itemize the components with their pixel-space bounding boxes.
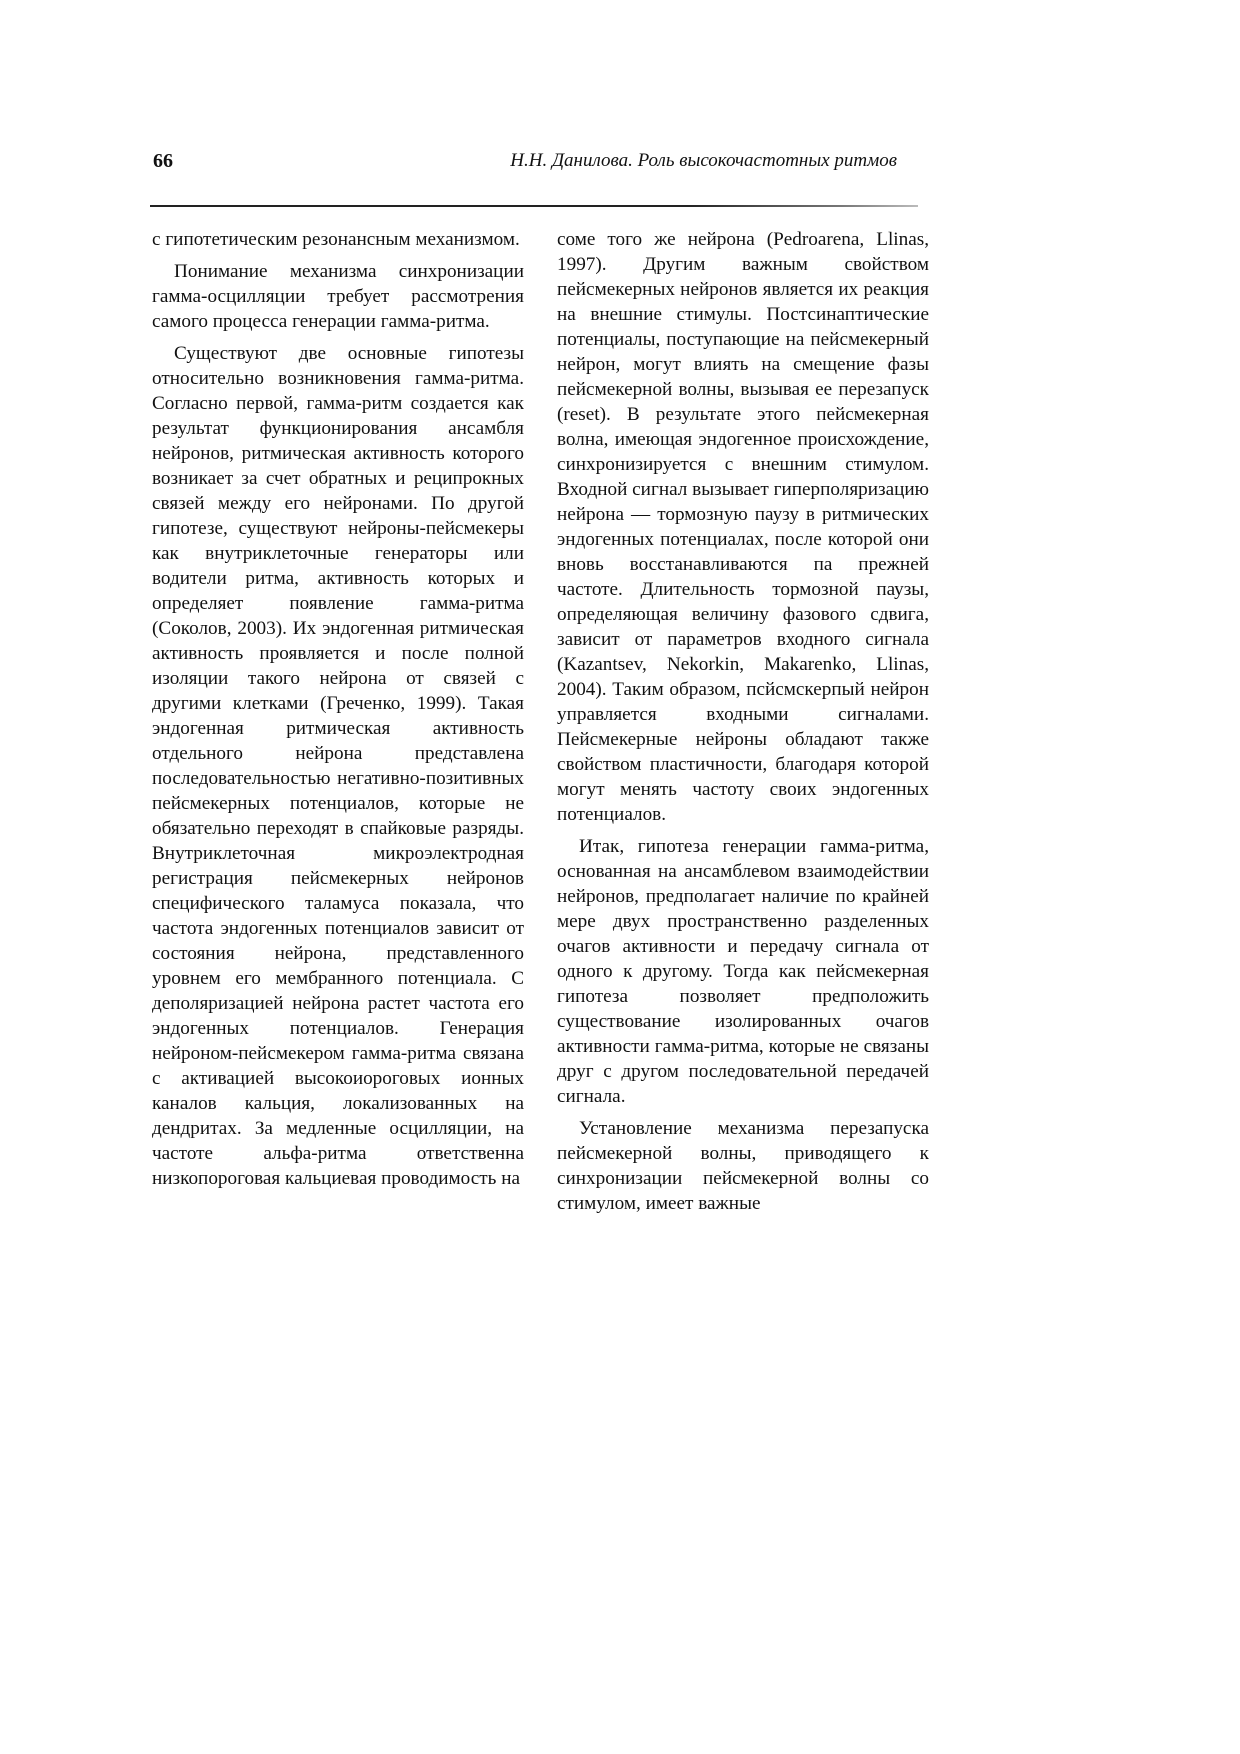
paragraph: Понимание механизма синхронизации гамма-осцилляции требует рассмотрения самого процесса генерации гамма-ритма.: [152, 261, 524, 332]
paragraph: соме того же нейрона (Pedroarena, Llinas, 1997). Другим важным свойством пейсмекерных нейронов является их реакция на внешние стимулы. Постсинаптические потенциалы, поступающие на пейсмекерный нейрон, могут влиять на смещение фазы пейсмекерной волны, вызывая ее перезапуск (reset). В результате этого пейсмекерная волна, имеющая эндогенное происхождение, синхронизируется с внешним стимулом. Входной сигнал вызывает гиперполяризацию нейрона — тормозную паузу в ритмических эндогенных потенциалах, после которой они вновь восстанавливаются па прежней частоте. Длительность тормозной паузы, определяющая величину фазового сдвига, зависит от параметров входного сигнала (Kazantsev, Nekorkin, Makarenko, Llinas, 2004). Таким образом, псйсмскерпый нейрон управляется входными сигналами. Пейсмекерные нейроны обладают также свойством пластичности, благодаря которой могут менять частоту своих эндогенных потенциалов.: [557, 229, 929, 825]
paragraph: с гипотетическим резонансным механизмом.: [152, 229, 520, 250]
running-title: Н.Н. Данилова. Роль высокочастотных ритмов: [510, 150, 897, 171]
header-rule: [150, 205, 918, 207]
left-column: [152, 227, 524, 1198]
page-number: 66: [153, 150, 173, 172]
paragraph: Установление механизма перезапуска пейсмекерной волны, приводящего к синхронизации пейсмекерной волны со стимулом, имеет важные: [557, 1118, 929, 1214]
right-column: [557, 227, 929, 1223]
paragraph: Существуют две основные гипотезы относительно возникновения гамма-ритма. Согласно первой, гамма-ритм создается как результат функционирования ансамбля нейронов, ритмическая активность которого возникает за счет обратных и реципрокных связей между его нейронами. По другой гипотезе, существуют нейроны-пейсмекеры как внутриклеточные генераторы или водители ритма, активность которых и определяет появление гамма-ритма (Соколов, 2003). Их эндогенная ритмическая активность проявляется и после полной изоляции такого нейрона от связей с другими клетками (Греченко, 1999). Такая эндогенная ритмическая активность отдельного нейрона представлена последовательностью негативно-позитивных пейсмекерных потенциалов, которые не обязательно переходят в спайковые разряды. Внутриклеточная микроэлектродная регистрация пейсмекерных нейронов специфического таламуса показала, что частота эндогенных потенциалов зависит от состояния нейрона, представленного уровнем его мембранного потенциала. С деполяризацией нейрона растет частота его эндогенных потенциалов. Генерация нейроном-пейсмекером гамма-ритма связана с активацией высокоиороговых ионных каналов кальция, локализованных на дендритах. За медленные осцилляции, на частоте альфа-ритма ответственна низкопороговая кальциевая проводимость на: [152, 343, 524, 1189]
paragraph: Итак, гипотеза генерации гамма-ритма, основанная на ансамблевом взаимодействии нейронов, предполагает наличие по крайней мере двух пространственно разделенных очагов активности и передачу сигнала от одного к другому. Тогда как пейсмекерная гипотеза позволяет предположить существование изолированных очагов активности гамма-ритма, которые не связаны друг с другом последовательной передачей сигнала.: [557, 836, 929, 1107]
